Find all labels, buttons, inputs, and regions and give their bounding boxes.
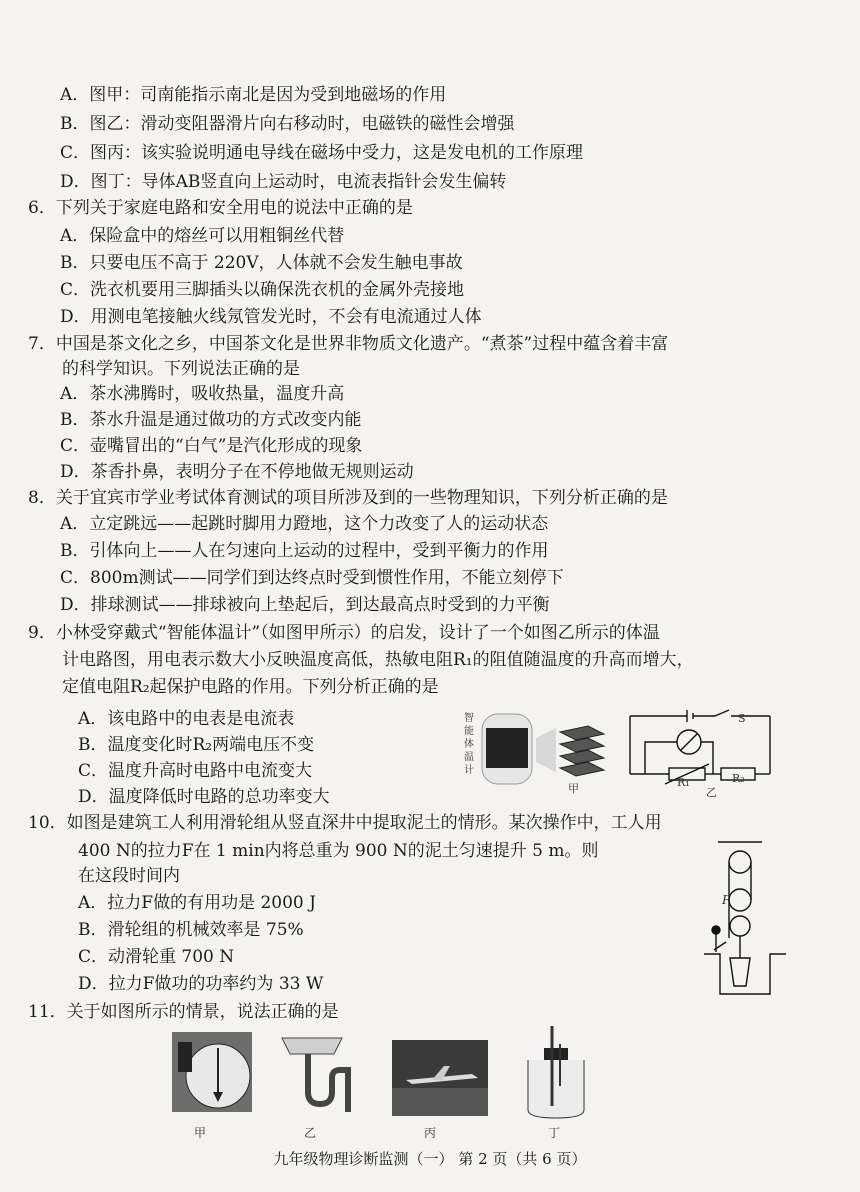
q5-option-c: C．图丙：该实验说明通电导线在磁场中受力，这是发电机的工作原理 <box>60 143 584 163</box>
q11-figure-c <box>392 1040 488 1116</box>
q9-stem: 9．小林受穿戴式“智能体温计”（如图甲所示）的启发，设计了一个如图乙所示的体温 <box>28 623 660 643</box>
q5-option-d: D．图丁：导体AB竖直向上运动时，电流表指针会发生偏转 <box>60 172 507 192</box>
q11-label-a: 甲 <box>194 1126 207 1140</box>
q6-option-a: A．保险盒中的熔丝可以用粗铜丝代替 <box>60 226 345 246</box>
q10-option-b: B．滑轮组的机械效率是 75% <box>78 920 304 940</box>
q5-option-b: B．图乙：滑动变阻器滑片向右移动时，电磁铁的磁性会增强 <box>60 114 515 134</box>
q11-label-b: 乙 <box>304 1126 317 1140</box>
q11-stem: 11．关于如图所示的情景，说法正确的是 <box>28 1002 339 1022</box>
q9-option-a: A．该电路中的电表是电流表 <box>78 709 295 729</box>
q9-figure-device <box>460 708 610 798</box>
q11-label-d: 丁 <box>548 1126 561 1140</box>
q6-stem: 6．下列关于家庭电路和安全用电的说法中正确的是 <box>28 198 413 218</box>
q11-figure-a <box>172 1032 252 1112</box>
q9-figure-label-a: 甲 <box>568 782 579 795</box>
q10-figure-pulley <box>700 838 790 998</box>
page-footer: 九年级物理诊断监测（一） 第 2 页（共 6 页） <box>273 1150 587 1168</box>
q9-r2-label: R₂ <box>732 772 745 785</box>
q7-stem: 7．中国是茶文化之乡，中国茶文化是世界非物质文化遗产。“煮茶”过程中蕴含着丰富 <box>28 334 669 354</box>
q9-switch-label: S <box>738 712 746 725</box>
q9-figure-label-b: 乙 <box>706 786 717 799</box>
q7-stem-cont: 的科学知识。下列说法正确的是 <box>62 359 300 379</box>
q10-force-label: F <box>722 893 731 907</box>
q6-option-b: B．只要电压不高于 220V，人体就不会发生触电事故 <box>60 253 463 273</box>
q10-stem: 10．如图是建筑工人利用滑轮组从竖直深井中提取泥土的情形。某次操作中，工人用 <box>28 813 662 833</box>
q6-option-d: D．用测电笔接触火线氖管发光时，不会有电流通过人体 <box>60 307 482 327</box>
q9-stem-cont1: 计电路图，用电表示数大小反映温度高低，热敏电阻R₁的阻值随温度的升高而增大， <box>62 650 694 670</box>
q8-option-c: C．800m测试——同学们到达终点时受到惯性作用，不能立刻停下 <box>60 568 564 588</box>
q11-figure-b <box>278 1032 358 1112</box>
q7-option-d: D．茶香扑鼻，表明分子在不停地做无规则运动 <box>60 462 414 482</box>
q11-figure-d <box>518 1026 594 1122</box>
q10-option-c: C．动滑轮重 700 N <box>78 947 235 967</box>
q7-option-a: A．茶水沸腾时，吸收热量，温度升高 <box>60 384 345 404</box>
q7-option-b: B．茶水升温是通过做功的方式改变内能 <box>60 410 362 430</box>
q10-stem-cont1: 400 N的拉力F在 1 min内将总重为 900 N的泥土匀速提升 5 m。则 <box>78 841 599 861</box>
q6-option-c: C．洗衣机要用三脚插头以确保洗衣机的金属外壳接地 <box>60 280 465 300</box>
q10-option-d: D．拉力F做功的功率约为 33 W <box>78 974 324 994</box>
q11-label-c: 丙 <box>424 1126 437 1140</box>
q9-device-text: 智能体温计 <box>464 713 474 776</box>
q9-option-b: B．温度变化时R₂两端电压不变 <box>78 735 315 755</box>
q9-stem-cont2: 定值电阻R₂起保护电路的作用。下列分析正确的是 <box>62 677 439 697</box>
q8-option-b: B．引体向上——人在匀速向上运动的过程中，受到平衡力的作用 <box>60 541 549 561</box>
q8-option-d: D．排球测试——排球被向上垫起后，到达最高点时受到的力平衡 <box>60 595 550 615</box>
q9-figure-circuit <box>625 708 775 798</box>
q9-option-d: D．温度降低时电路的总功率变大 <box>78 787 330 807</box>
q10-stem-cont2: 在这段时间内 <box>78 866 180 886</box>
q7-option-c: C．壶嘴冒出的“白气”是汽化形成的现象 <box>60 436 363 456</box>
q9-option-c: C．温度升高时电路中电流变大 <box>78 761 313 781</box>
q9-r1-label: R₁ <box>677 776 690 789</box>
q10-option-a: A．拉力F做的有用功是 2000 J <box>78 893 316 913</box>
q8-stem: 8．关于宜宾市学业考试体育测试的项目所涉及到的一些物理知识，下列分析正确的是 <box>28 488 668 508</box>
q5-option-a: A．图甲：司南能指示南北是因为受到地磁场的作用 <box>60 85 447 105</box>
q8-option-a: A．立定跳远——起跳时脚用力蹬地，这个力改变了人的运动状态 <box>60 514 549 534</box>
